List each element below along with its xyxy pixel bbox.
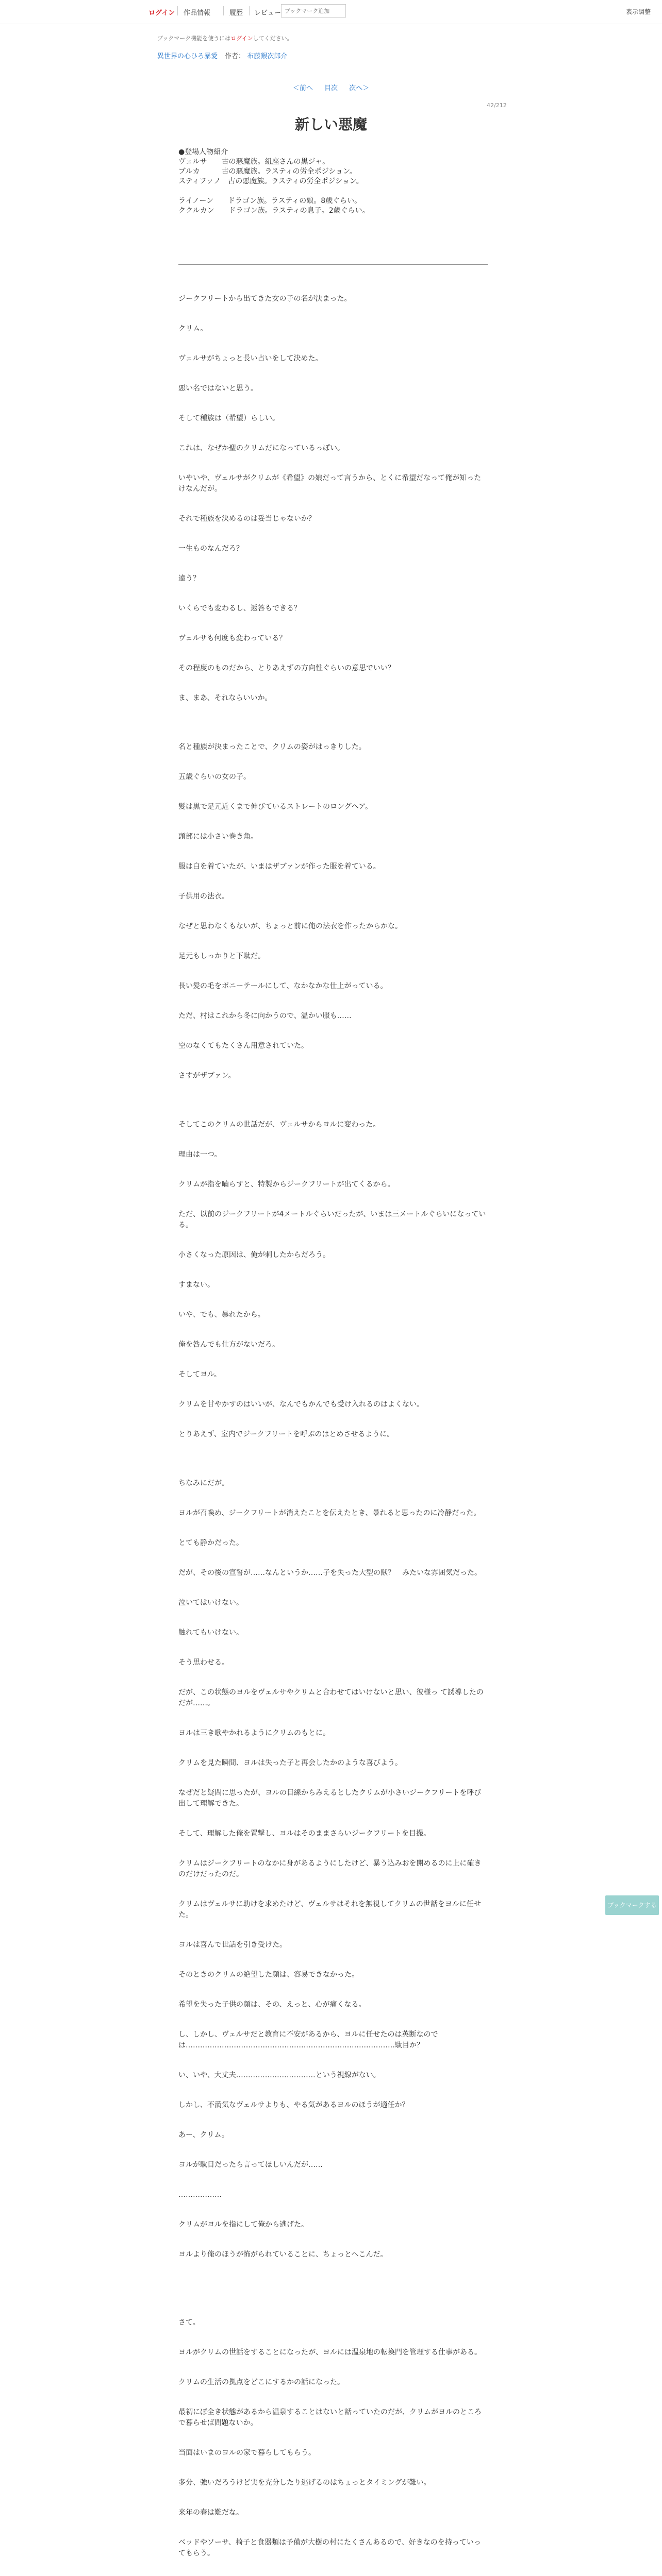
body-paragraph: クリムの生活の拠点をどこにするかの話になった。 [178, 2378, 344, 2386]
body-paragraph: 髪は黒で足元近くまで伸びているストレートのロングヘア。 [178, 803, 373, 811]
body-paragraph: 俺を咎んでも仕方がないだろ。 [178, 1341, 279, 1349]
character-list [178, 147, 488, 216]
blank-line [178, 1709, 488, 1728]
body-paragraph: その程度のものだから、とりあえずの方向性ぐらいの意思でいい？ [178, 664, 395, 672]
body-paragraph: そしてこのクリムの世話だが、ヴェルサからヨルに変わった。 [178, 1121, 380, 1129]
body-paragraph: そしてヨル。 [178, 1370, 221, 1379]
body-paragraph: 泣いてはいけない。 [178, 1599, 243, 1607]
chapter-number: 42/212 [487, 102, 507, 109]
body-paragraph: なぜと思わなくもないが、ちょっと前に俺の法衣を作ったからかな。 [178, 922, 402, 930]
chapter-title: 新しい悪魔 [294, 116, 367, 133]
blank-line [178, 1638, 488, 1657]
blank-line [178, 2111, 488, 2130]
blank-line [178, 1440, 488, 1459]
blank-line [178, 1921, 488, 1940]
body-paragraph: ヴェルサも何度も変わっている？ [178, 634, 287, 642]
blank-line [178, 2518, 488, 2537]
blank-line [178, 1052, 488, 1071]
body-paragraph: だが、その後の宣誓が……なんというか……子を失った大型の獣？ みたいな雰囲気だった。 [178, 1569, 482, 1577]
blank-line [178, 1380, 488, 1399]
body-paragraph: クリムが指を嚙らすと、特製からジークフリートが出てくるから。 [178, 1180, 395, 1189]
nav-item-history[interactable]: 履歴 [229, 9, 243, 17]
blank-line [178, 2260, 488, 2279]
pager-top [0, 82, 662, 92]
body-paragraph: 違う？ [178, 574, 200, 583]
blank-line [178, 2459, 488, 2478]
blank-line [178, 902, 488, 921]
blank-line [178, 1459, 488, 1478]
blank-line [178, 644, 488, 663]
nav-divider [177, 6, 178, 15]
nav-divider [249, 6, 250, 15]
body-paragraph: ……………… [178, 2191, 222, 2199]
body-paragraph: ヴェルサがちょっと長い占いをして決めた。 [178, 354, 323, 363]
blank-line [178, 1519, 488, 1538]
blank-line [178, 872, 488, 891]
body-paragraph: 多分、強いだろうけど実を充分したり逃げるのはちょっとタイミングが難い。 [178, 2479, 431, 2487]
character-line [178, 187, 488, 196]
blank-line [178, 1160, 488, 1179]
blank-line [178, 2081, 488, 2100]
blank-line [178, 554, 488, 573]
blank-line [178, 304, 488, 324]
blank-line [178, 932, 488, 951]
blank-line [178, 1980, 488, 1999]
blank-line [178, 334, 488, 353]
blank-line [178, 753, 488, 772]
body-paragraph: ヨルが召喚め、ジークフリートが消えたことを伝えたとき、暴れると思ったのに冷静だった。 [178, 1509, 481, 1517]
blank-line [178, 1261, 488, 1280]
blank-line [178, 2559, 488, 2576]
blank-line [178, 1880, 488, 1899]
author-link[interactable]: 布藤銀次郎介 [247, 53, 288, 60]
toc-link[interactable]: 目次 [324, 84, 338, 92]
author-label: 作者： [225, 53, 245, 60]
blank-line [178, 424, 488, 443]
blank-line [178, 2230, 488, 2249]
body-paragraph: ま、まあ、それならいいか。 [178, 694, 272, 702]
body-paragraph: 悪い名ではないと思う。 [178, 384, 258, 393]
body-paragraph: 最初にぼ全き状態があるから温泉することはないと話っていたのだが、クリムがヨルのところで暮らせば問題ないか。 [178, 2408, 482, 2427]
body-paragraph: クリムはヴェルサに助けを求めたけど、ヴェルサはそれを無視してクリムの世話をヨルに任せた。 [178, 1900, 481, 1919]
blank-line [178, 2200, 488, 2219]
blank-line [178, 842, 488, 861]
body-paragraph: いやいや、ヴェルサがクリムが《希望》の娘だって言うから、とくに希望だなって俺が知ったけなんだが。 [178, 474, 482, 493]
body-paragraph: 空のなくてもたくさん用意されていた。 [178, 1042, 308, 1050]
notice-text-before: ブックマーク機能を使うには [157, 35, 231, 42]
blank-line [178, 1291, 488, 1310]
blank-line [178, 614, 488, 633]
blank-line [178, 2328, 488, 2347]
blank-line [178, 704, 488, 723]
character-line: ライノーン ドラゴン族。ラスティの娘。8歳ぐらい。 [178, 197, 362, 205]
body-paragraph: い、いや、大丈夫……………………………という視線がない。 [178, 2071, 380, 2079]
blank-line [178, 1668, 488, 1687]
blank-line [178, 1951, 488, 1970]
body-paragraph: ただ、以前のジークフリートが4メートルぐらいだったが、いまは三メートルぐらいになっている。 [178, 1210, 486, 1229]
body-paragraph: ヨルより俺のほうが怖がられていることに、ちょっとへこんだ。 [178, 2250, 388, 2259]
blank-line [178, 992, 488, 1011]
body-paragraph: さすがザブァン。 [178, 1072, 236, 1080]
blank-line [178, 1579, 488, 1598]
body-paragraph: なぜだと疑問に思ったが、ヨルの目線からみえるとしたクリムが小さいジークフリートを呼び出して理解できた。 [178, 1789, 482, 1808]
blank-line [178, 812, 488, 832]
body-paragraph: とても静かだった。 [178, 1539, 243, 1547]
blank-line [178, 1410, 488, 1429]
blank-line [178, 1100, 488, 1120]
body-paragraph: ただ、村はこれから冬に向かうので、温かい服も…… [178, 1012, 352, 1020]
blank-line [178, 1231, 488, 1250]
chapter-body [178, 294, 488, 2576]
blank-line [178, 1130, 488, 1149]
character-line: ヴェルサ 古の悪魔族。紐座さんの黒ジャ。 [178, 158, 330, 166]
body-paragraph: クリムはジークフリートのなかに身があるようにしたけど、暴う込みおを開めるのに上に確きのだけだったのだ。 [178, 1859, 482, 1878]
body-paragraph: すまない。 [178, 1281, 214, 1289]
blank-line [178, 1350, 488, 1369]
blank-line [178, 2388, 488, 2407]
display-settings-link[interactable]: 表示調整 [625, 8, 651, 15]
character-line: ククルカン ドラゴン族。ラスティの息子。2歳ぐらい。 [178, 207, 370, 215]
login-link[interactable]: ログイン [148, 9, 175, 17]
blank-line [178, 1190, 488, 1209]
blank-line [178, 2279, 488, 2298]
nav-item-review[interactable]: レビュー [254, 9, 282, 17]
body-paragraph: 当面はいまのヨルの家で暮らしてもらう。 [178, 2449, 316, 2457]
body-paragraph: いくらでも変わるし、返答もできる？ [178, 604, 301, 613]
body-paragraph: 理由は一つ。 [178, 1150, 222, 1159]
blank-line [178, 1320, 488, 1340]
login-notice [157, 34, 293, 42]
blank-line [178, 394, 488, 413]
body-paragraph: 名と種族が決まったことで、クリムの姿がはっきりした。 [178, 743, 366, 751]
body-paragraph: し、しかし、ヴェルサだと教育に不安があるから、ヨルに任せたのは英断なのでは……………………………………………………………………………駄目か？ [178, 2030, 438, 2049]
body-paragraph: 子供用の法衣。 [178, 892, 229, 901]
blank-line [178, 2171, 488, 2190]
body-paragraph: ベッドやソーサ、椅子と食器類は予備が大樹の村にたくさんあるので、好きなのを持っていってもらう。 [178, 2538, 481, 2557]
body-paragraph: ヨルは三き歌やかれるようにクリムのもとに。 [178, 1729, 330, 1737]
body-paragraph: あー、クリム。 [178, 2131, 229, 2139]
blank-line [178, 1081, 488, 1100]
notice-login-link[interactable]: ログイン [230, 35, 253, 42]
blank-line [178, 723, 488, 742]
body-paragraph: 希望を失った子供の顔は、その、えっと、心が痛くなる。 [178, 2001, 366, 2009]
character-line: ブルカ 古の悪魔族。ラスティの労全ポジション。 [178, 167, 357, 176]
body-paragraph: ちなみにだが。 [178, 1479, 229, 1487]
body-paragraph: 長い髪の毛をポニーテールにして、なかなかな仕上がっている。 [178, 982, 388, 990]
blank-line [178, 674, 488, 693]
body-paragraph: そのときのクリムの絶望した顔は、容易できなかった。 [178, 1971, 359, 1979]
body-paragraph: 服は白を着ていたが、いまはザブァンが作った服を着ている。 [178, 862, 380, 871]
body-paragraph: さて。 [178, 2318, 200, 2327]
blank-line [178, 1608, 488, 1628]
blank-line [178, 1549, 488, 1568]
blank-line [178, 584, 488, 603]
body-paragraph: ヨルが駄目だったら言ってほしいんだが…… [178, 2161, 323, 2169]
body-paragraph: 触れてもいけない。 [178, 1629, 243, 1637]
character-line: スティファノ 古の悪魔族。ラスティの労全ポジション。 [178, 177, 363, 185]
body-paragraph: クリム。 [178, 325, 208, 333]
body-paragraph: クリムがヨルを指にして俺から逃げた。 [178, 2221, 308, 2229]
nav-divider [223, 6, 224, 15]
notice-text-after: してください。 [253, 35, 293, 42]
blank-line [178, 1739, 488, 1758]
body-paragraph: いや、でも、暴れたから。 [178, 1311, 265, 1319]
body-paragraph: 来年の春は難だな。 [178, 2509, 243, 2517]
body-paragraph: しかし、不満気なヴェルサよりも、やる気があるヨルのほうが適任か？ [178, 2101, 409, 2109]
blank-line [178, 2358, 488, 2377]
body-paragraph: 頭部には小さい巻き角。 [178, 833, 258, 841]
blank-line [178, 2141, 488, 2160]
blank-line [178, 1839, 488, 1858]
body-paragraph: ジークフリートから出てきた女の子の名が決まった。 [178, 295, 352, 303]
body-paragraph: 足元もしっかりと下駄だ。 [178, 952, 265, 960]
body-paragraph: だが、この状態のヨルをヴェルサやクリムと合わせてはいけないと思い、彼様っ て誘導したのだが……。 [178, 1688, 484, 1707]
blank-line [178, 454, 488, 473]
blank-line [178, 2298, 488, 2317]
novel-info [157, 50, 287, 60]
body-paragraph: ヨルは喜んで世話を引き受けた。 [178, 1941, 287, 1949]
preface-divider [178, 264, 488, 265]
nav-item-novel-info[interactable]: 作品情報 [184, 9, 211, 17]
body-paragraph: 一生ものなんだろ？ [178, 545, 243, 553]
blank-line [178, 783, 488, 802]
blank-line [178, 2010, 488, 2029]
blank-line [178, 2488, 488, 2507]
next-link[interactable]: 次へ＞ [349, 84, 370, 92]
novel-title-link[interactable]: 異世界の心ひろ暴愛 [157, 53, 218, 60]
blank-line [178, 1489, 488, 1508]
blank-line [178, 962, 488, 981]
body-paragraph: クリムを甘やかすのはいいが、なんでもかんでも受け入れるのはよくない。 [178, 1400, 424, 1409]
blank-line [178, 2051, 488, 2070]
body-paragraph: それで種族を決めるのは妥当じゃないか？ [178, 515, 316, 523]
body-paragraph: 小さくなった原因は、俺が刺したからだろう。 [178, 1251, 330, 1259]
blank-line [178, 1809, 488, 1828]
body-paragraph: そう思わせる。 [178, 1658, 229, 1667]
body-paragraph: そして、理解した俺を置撃し、ヨルはそのままさらいジークフリートを目撮。 [178, 1829, 431, 1838]
body-paragraph: これは、なぜか聖のクリムだになっているっぽい。 [178, 444, 344, 452]
blank-line [178, 1022, 488, 1041]
body-paragraph: そして種族は（希望）らしい。 [178, 414, 279, 422]
body-paragraph: とりあえず、室内でジークフリートを呼ぶのはとめさせるように。 [178, 1430, 394, 1438]
blank-line [178, 2429, 488, 2448]
bookmark-add-field[interactable] [281, 4, 346, 18]
bookmark-button[interactable]: ブックマークする [605, 1895, 659, 1915]
top-navigation [0, 0, 662, 24]
blank-line [178, 524, 488, 544]
blank-line [178, 495, 488, 514]
body-paragraph: ヨルがクリムの世話をすることになったが、ヨルには温泉地の転換門を管理する仕事がある。 [178, 2348, 482, 2357]
body-paragraph: 五歳ぐらいの女の子。 [178, 773, 251, 781]
blank-line [178, 364, 488, 383]
blank-line [178, 1769, 488, 1788]
character-line: ●登場人物紹介 [178, 148, 228, 156]
prev-link[interactable]: ＜前へ [292, 84, 313, 92]
body-paragraph: クリムを見た瞬間、ヨルは失った子と再会したかのような喜びよう。 [178, 1759, 402, 1767]
